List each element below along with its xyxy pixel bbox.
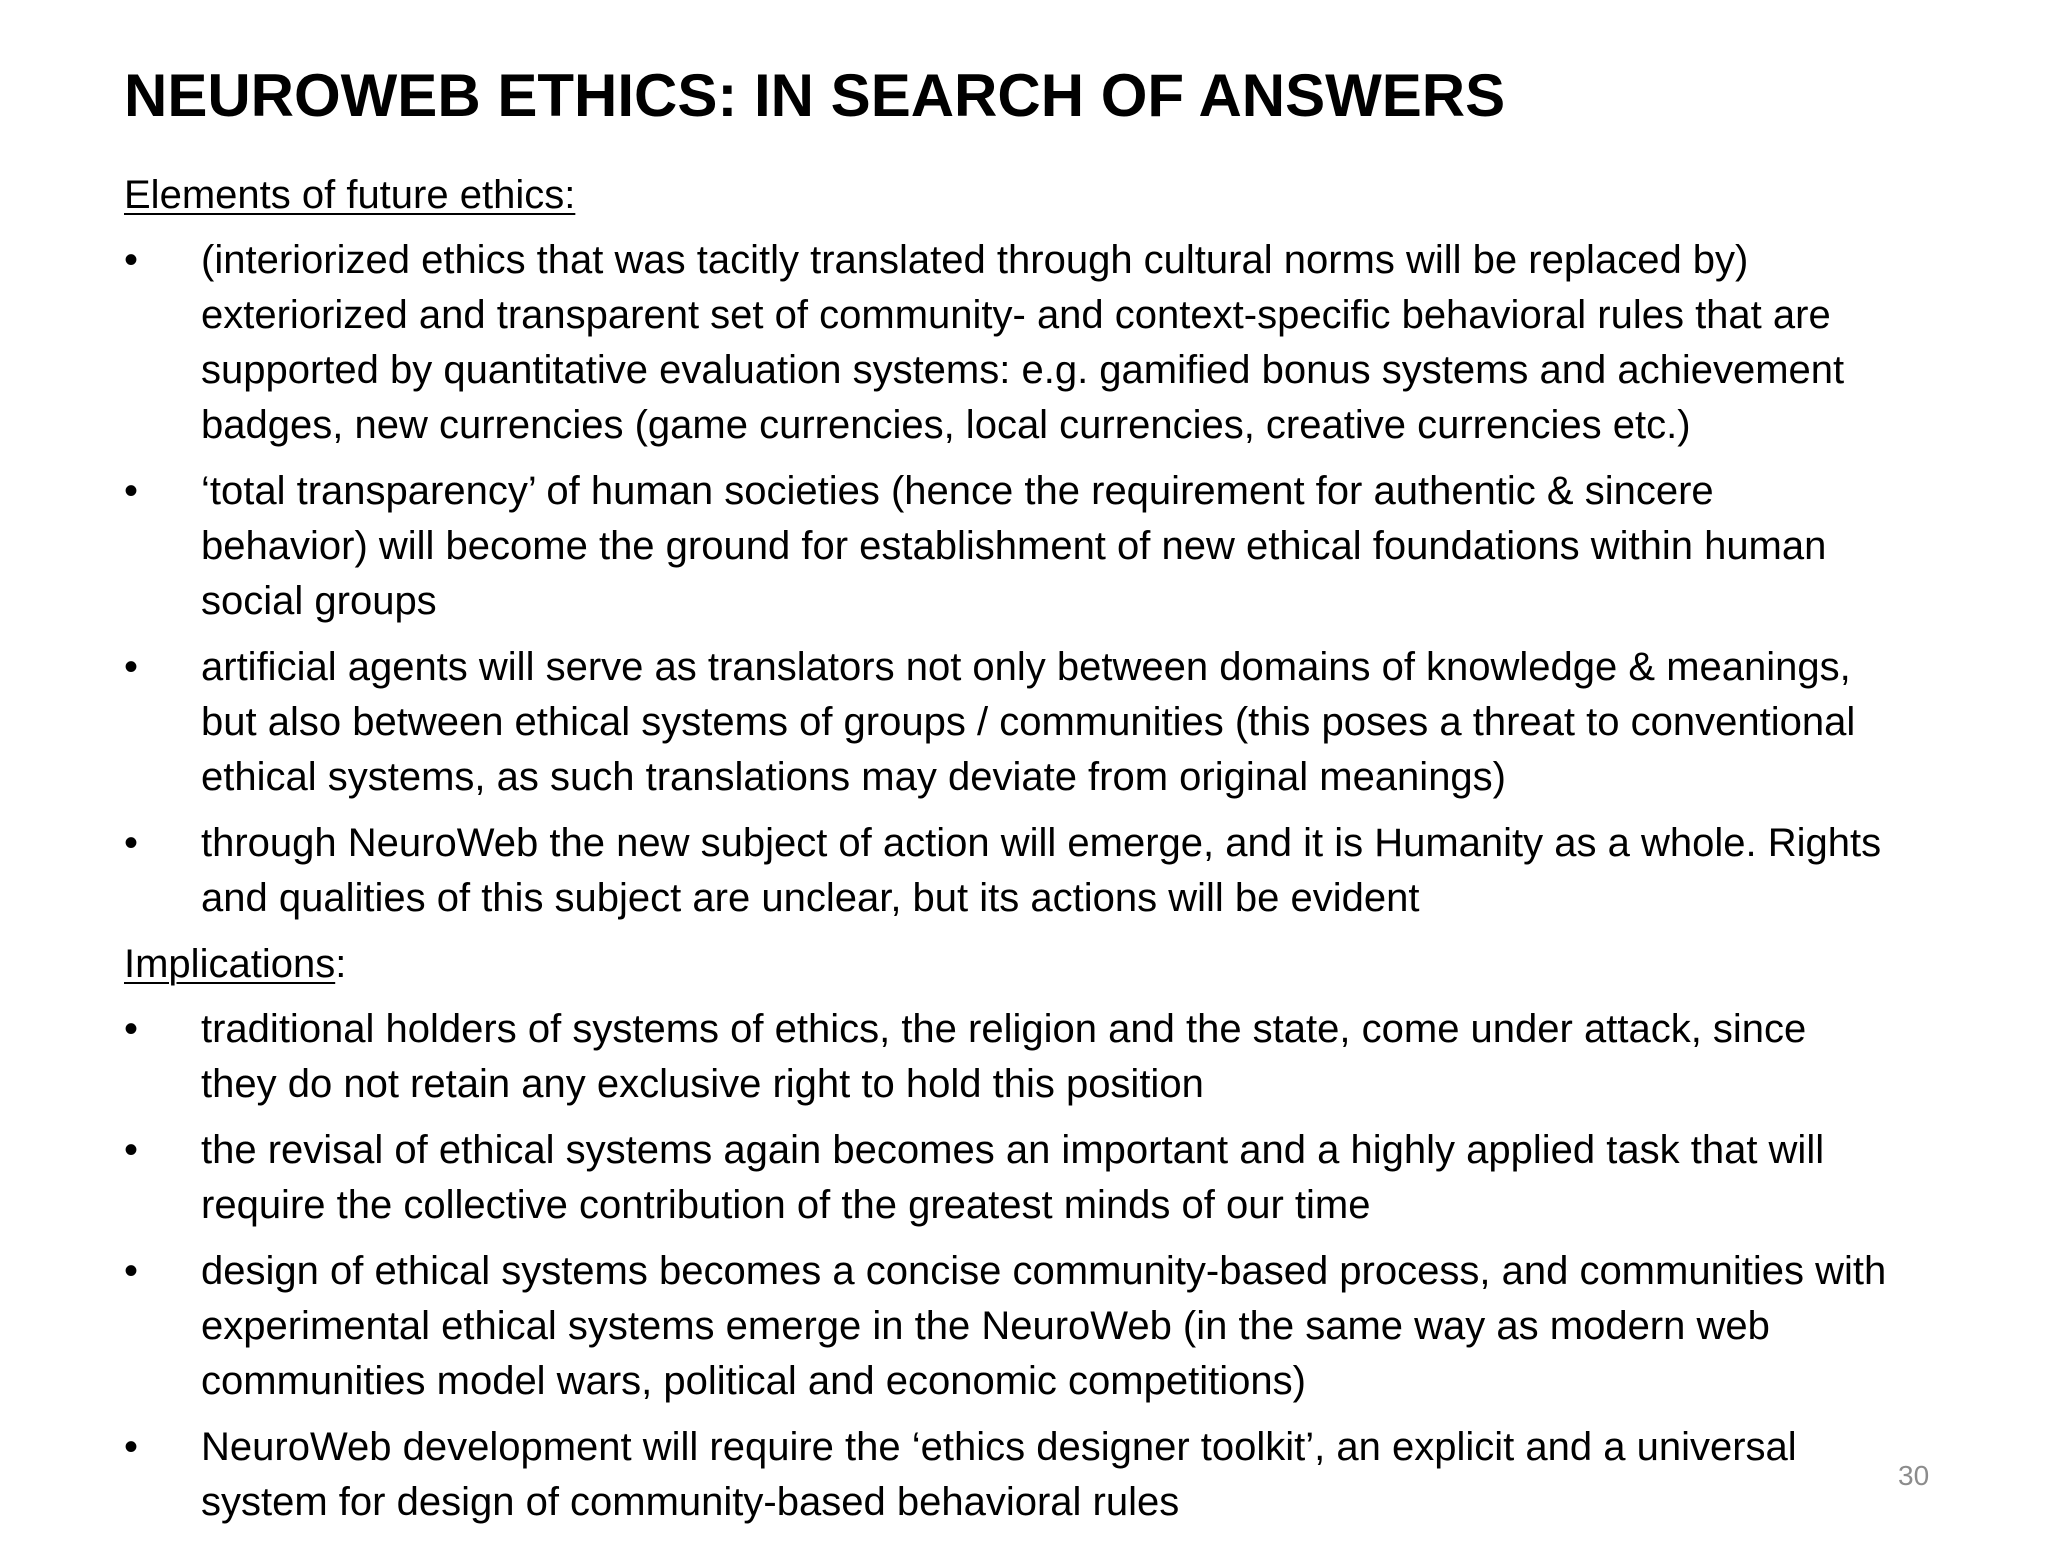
bullet-text-line: artificial agents will serve as translators not only between domains of knowledge & meanings, bbox=[201, 645, 1851, 689]
section-heading-suffix: : bbox=[335, 942, 347, 986]
bullet-item bbox=[124, 464, 2004, 629]
bullet-text-line: badges, new currencies (game currencies, local currencies, creative currencies etc.) bbox=[201, 403, 1691, 447]
bullet-item bbox=[124, 640, 2004, 805]
bullet-text-line: they do not retain any exclusive right to hold this position bbox=[201, 1062, 1204, 1106]
bullet-item bbox=[124, 1002, 2004, 1112]
bullet-text-line: communities model wars, political and economic competitions) bbox=[201, 1359, 1306, 1403]
bullet-marker: • bbox=[124, 238, 139, 282]
bullet-text-line: the revisal of ethical systems again becomes an important and a highly applied task that will bbox=[201, 1128, 1825, 1172]
section-heading bbox=[124, 937, 2004, 992]
slide-body bbox=[124, 168, 2004, 1541]
bullet-text-line: experimental ethical systems emerge in the NeuroWeb (in the same way as modern web bbox=[201, 1304, 1770, 1348]
bullet-text-line: but also between ethical systems of groups / communities (this poses a threat to conventional bbox=[201, 700, 1856, 744]
bullet-text-line: NeuroWeb development will require the ‘ethics designer toolkit’, an explicit and a universal bbox=[201, 1425, 1797, 1469]
bullet-item bbox=[124, 1244, 2004, 1409]
bullet-item bbox=[124, 233, 2004, 453]
bullet-marker: • bbox=[124, 469, 139, 513]
section-heading-text: Implications bbox=[124, 942, 336, 986]
slide-title: NEUROWEB ETHICS: IN SEARCH OF ANSWERS bbox=[124, 62, 1506, 129]
bullet-marker: • bbox=[124, 1128, 139, 1172]
bullet-marker: • bbox=[124, 1425, 139, 1469]
bullet-text-line: ethical systems, as such translations may deviate from original meanings) bbox=[201, 755, 1506, 799]
bullet-text-line: ‘total transparency’ of human societies (hence the requirement for authentic & sincere bbox=[201, 469, 1714, 513]
bullet-text-line: require the collective contribution of the greatest minds of our time bbox=[201, 1183, 1371, 1227]
bullet-text-line: behavior) will become the ground for establishment of new ethical foundations within human bbox=[201, 524, 1827, 568]
page-number: 30 bbox=[1898, 1460, 1930, 1491]
bullet-text-line: (interiorized ethics that was tacitly translated through cultural norms will be replaced by) bbox=[201, 238, 1749, 282]
bullet-item bbox=[124, 1420, 2004, 1530]
bullet-text-line: social groups bbox=[201, 579, 437, 623]
bullet-text-line: traditional holders of systems of ethics, the religion and the state, come under attack, since bbox=[201, 1007, 1807, 1051]
bullet-marker: • bbox=[124, 821, 139, 865]
bullet-marker: • bbox=[124, 645, 139, 689]
bullet-item bbox=[124, 816, 2004, 926]
bullet-text-line: design of ethical systems becomes a concise community-based process, and communities with bbox=[201, 1249, 1887, 1293]
bullet-text-line: system for design of community-based behavioral rules bbox=[201, 1480, 1180, 1524]
section-heading bbox=[124, 168, 2004, 223]
bullet-text-line: exteriorized and transparent set of community- and context-specific behavioral rules that are bbox=[201, 293, 1831, 337]
bullet-marker: • bbox=[124, 1249, 139, 1293]
bullet-text-line: supported by quantitative evaluation systems: e.g. gamified bonus systems and achievement bbox=[201, 348, 1845, 392]
bullet-text-line: through NeuroWeb the new subject of action will emerge, and it is Humanity as a whole. Rights bbox=[201, 821, 1882, 865]
bullet-item bbox=[124, 1123, 2004, 1233]
bullet-text-line: and qualities of this subject are unclear, but its actions will be evident bbox=[201, 876, 1420, 920]
bullet-marker: • bbox=[124, 1007, 139, 1051]
section-heading-text: Elements of future ethics: bbox=[124, 173, 576, 217]
